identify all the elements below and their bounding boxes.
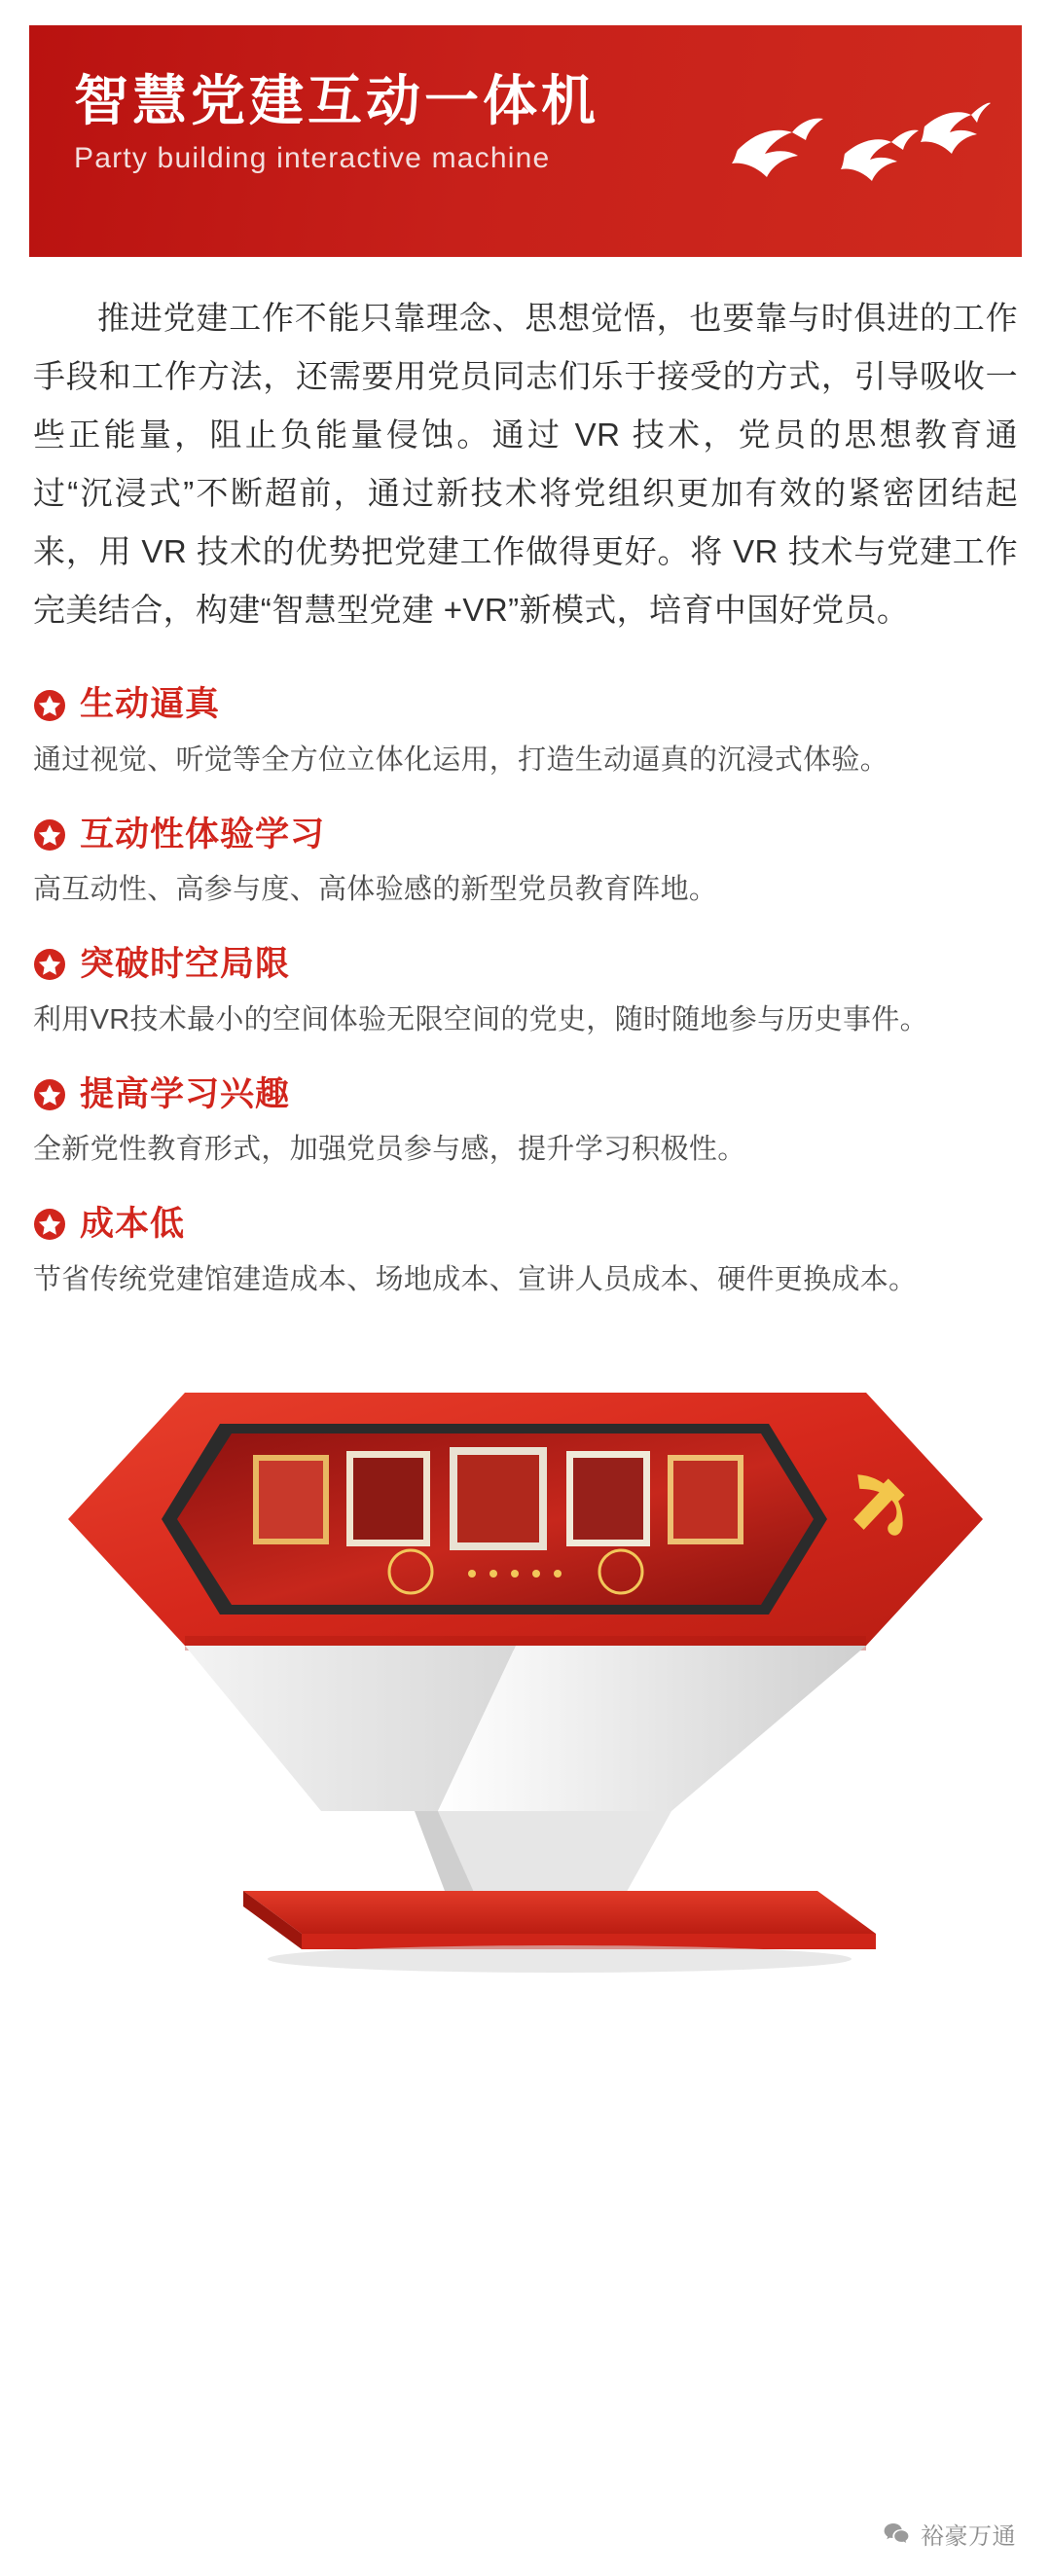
content-area	[33, 289, 1018, 1303]
page-title: 智慧党建互动一体机	[74, 70, 599, 131]
feature-description: 通过视觉、听觉等全方位立体化运用，打造生动逼真的沉浸式体验。	[33, 744, 889, 776]
feature-header	[33, 686, 1018, 724]
feature-header	[33, 1076, 1018, 1114]
feature-item	[33, 816, 1018, 913]
feature-title: 突破时空局限	[80, 945, 291, 984]
party-building-kiosk-photo	[29, 1354, 1022, 1977]
intro-paragraph: 推进党建工作不能只靠理念、思想觉悟，也要靠与时俱进的工作手段和工作方法，还需要用党员同志们乐于接受的方式，引导吸收一些正能量，阻止负能量侵蚀。通过 VR 技术，党员的思想教育通过“沉浸式”不断超前，通过新技术将党组织更加有效的紧密团结起来，用 VR 技术的优势把党建工作做得更好。将 VR 技术与党建工作完美结合，构建“智慧型党建 +VR”新模式，培育中国好党员。	[33, 300, 1018, 629]
feature-description: 全新党性教育形式，加强党员参与感，提升学习积极性。	[33, 1134, 746, 1166]
feature-item	[33, 1076, 1018, 1173]
star-bullet-icon	[33, 689, 66, 722]
header-banner	[29, 25, 1022, 257]
feature-item	[33, 946, 1018, 1042]
star-bullet-icon	[33, 948, 66, 981]
wechat-account-name: 裕豪万通	[921, 2523, 1016, 2550]
feature-header	[33, 1206, 1018, 1244]
star-bullet-icon	[33, 1208, 66, 1241]
star-bullet-icon	[33, 818, 66, 852]
feature-title: 提高学习兴趣	[80, 1074, 291, 1113]
feature-header	[33, 946, 1018, 984]
feature-list	[33, 686, 1018, 1302]
feature-title: 生动逼真	[80, 685, 221, 724]
footer	[882, 2517, 1016, 2551]
feature-item	[33, 1206, 1018, 1302]
star-bullet-icon	[33, 1078, 66, 1111]
feature-description: 高互动性、高参与度、高体验感的新型党员教育阵地。	[33, 874, 718, 906]
page-subtitle: Party building interactive machine	[74, 142, 551, 175]
feature-header	[33, 816, 1018, 854]
header-text-block	[74, 70, 599, 175]
dove-icon	[699, 93, 991, 210]
feature-item	[33, 686, 1018, 782]
feature-description: 节省传统党建馆建造成本、场地成本、宣讲人员成本、硬件更换成本。	[33, 1263, 918, 1295]
feature-title: 互动性体验学习	[80, 815, 326, 853]
feature-description: 利用VR技术最小的空间体验无限空间的党史，随时随地参与历史事件。	[33, 1003, 928, 1035]
wechat-icon	[882, 2520, 911, 2549]
poster-page	[0, 25, 1051, 2576]
feature-title: 成本低	[80, 1205, 186, 1244]
